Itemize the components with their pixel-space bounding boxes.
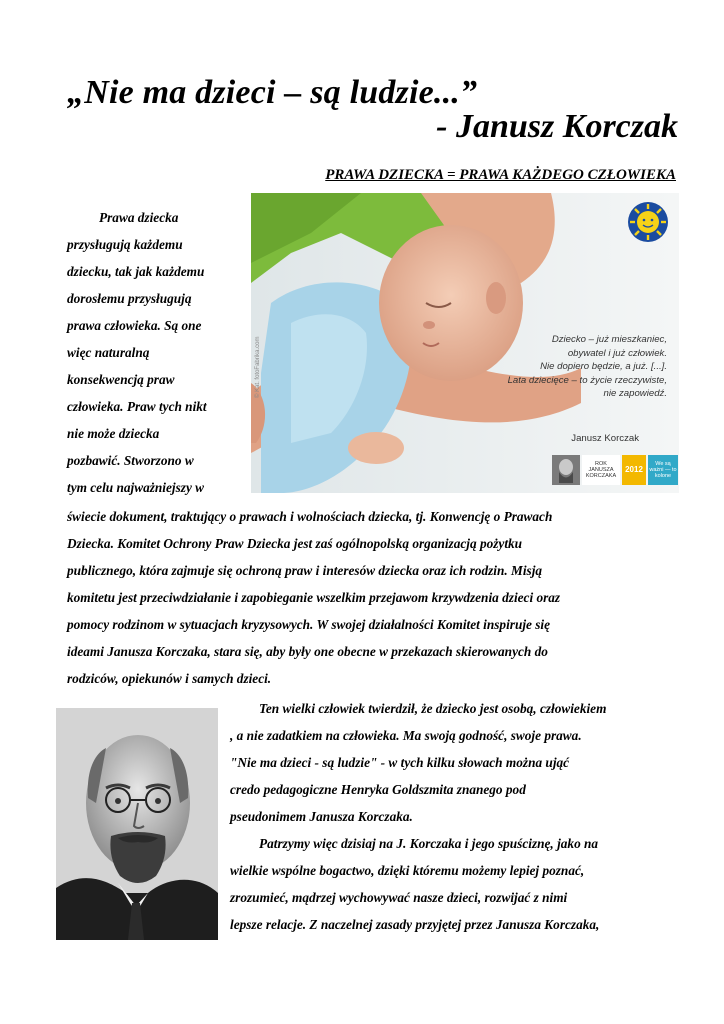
text-line: lepsze relacje. Z naczelnej zasady przyjętej przez Janusza Korczaka, <box>230 917 600 932</box>
campaign-logo: We są ważni — to kolone <box>648 455 678 485</box>
text-line: prawa człowieka. Są one <box>67 318 202 333</box>
main-paragraph <box>67 508 677 697</box>
text-line: rodziców, opiekunów i samych dzieci. <box>67 671 272 686</box>
photo-credit: © Kat. fotoFabrika.com <box>255 336 261 398</box>
text-line: , a nie zadatkiem na człowieka. Ma swoją godność, swoje prawa. <box>230 728 582 743</box>
text-line: konsekwencją praw <box>67 372 175 387</box>
text-line: ideami Janusza Korczaka, stara się, aby były one obecne w przekazach skierowanych do <box>67 644 548 659</box>
year-logo: 2012 <box>622 455 646 485</box>
section-subtitle: PRAWA DZIECKA = PRAWA KAŻDEGO CZŁOWIEKA <box>325 167 676 183</box>
quote-line: Nie dopiero będzie, a już. [...]. <box>540 361 667 372</box>
text-line: credo pedagogiczne Henryka Goldszmita znanego pod <box>230 782 526 797</box>
text-line: przysługują każdemu <box>67 237 183 252</box>
text-line: nie może dziecka <box>67 426 160 441</box>
text-line: Dziecka. Komitet Ochrony Praw Dziecka jest zaś ogólnopolską organizacją pożytku <box>67 536 523 551</box>
text-line: człowieka. Praw tych nikt <box>67 399 207 414</box>
text-line: dorosłemu przysługują <box>67 291 192 306</box>
korczak-paragraph <box>230 700 680 943</box>
text-line: Patrzymy więc dzisiaj na J. Korczaka i jego spuściznę, jako na <box>259 836 599 851</box>
baby-photo <box>251 193 679 493</box>
text-line: więc naturalną <box>67 345 150 360</box>
portrait-illustration <box>56 708 218 940</box>
sun-logo-icon <box>627 201 669 243</box>
text-line: zrozumieć, mądrzej wychowywać nasze dzieci, rozwijać z nimi <box>230 890 568 905</box>
text-line: dziecku, tak jak każdemu <box>67 264 205 279</box>
rok-korczaka-logo: ROK JANUSZA KORCZAKA <box>582 455 620 485</box>
text-line: świecie dokument, traktujący o prawach i wolnościach dziecka, tj. Konwencję o Prawach <box>67 509 553 524</box>
quote-line: nie zapowiedź. <box>603 388 667 399</box>
text-line: publicznego, która zajmuje się ochroną praw i interesów dziecka oraz ich rodzin. Misją <box>67 563 543 578</box>
face-icon <box>555 457 577 483</box>
text-line: Ten wielki człowiek twierdził, że dziecko jest osobą, człowiekiem <box>259 701 607 716</box>
text-line: wielkie wspólne bogactwo, dzięki któremu możemy lepiej poznać, <box>230 863 585 878</box>
quote-line: Dziecko – już mieszkaniec, <box>551 334 667 345</box>
quote-author: Janusz Korczak <box>571 433 639 444</box>
text-line: komitetu jest przeciwdziałanie i zapobieganie wszelkim przejawom krzywdzenia dzieci oraz <box>67 590 561 605</box>
korczak-quote <box>477 333 667 401</box>
text-line: tym celu najważniejszy w <box>67 480 205 495</box>
title-quote: „Nie ma dzieci – są ludzie...” <box>67 74 478 111</box>
intro-paragraph <box>67 209 245 506</box>
korczak-thumbnail-logo <box>552 455 580 485</box>
logo-strip <box>552 455 678 485</box>
text-line: pomocy rodzinom w sytuacjach kryzysowych. W swojej działalności Komitet inspiruje się <box>67 617 551 632</box>
korczak-portrait <box>56 708 218 940</box>
text-line: pseudonimem Janusza Korczaka. <box>230 809 413 824</box>
title-author: - Janusz Korczak <box>436 108 678 145</box>
quote-line: obywatel i już człowiek. <box>567 347 667 359</box>
text-line: pozbawić. Stworzono w <box>67 453 194 468</box>
text-line: "Nie ma dzieci - są ludzie" - w tych kilku słowach można ująć <box>230 755 570 770</box>
quote-line: Lata dziecięce – to życie rzeczywiste, <box>507 374 667 386</box>
text-line: Prawa dziecka <box>99 210 179 225</box>
